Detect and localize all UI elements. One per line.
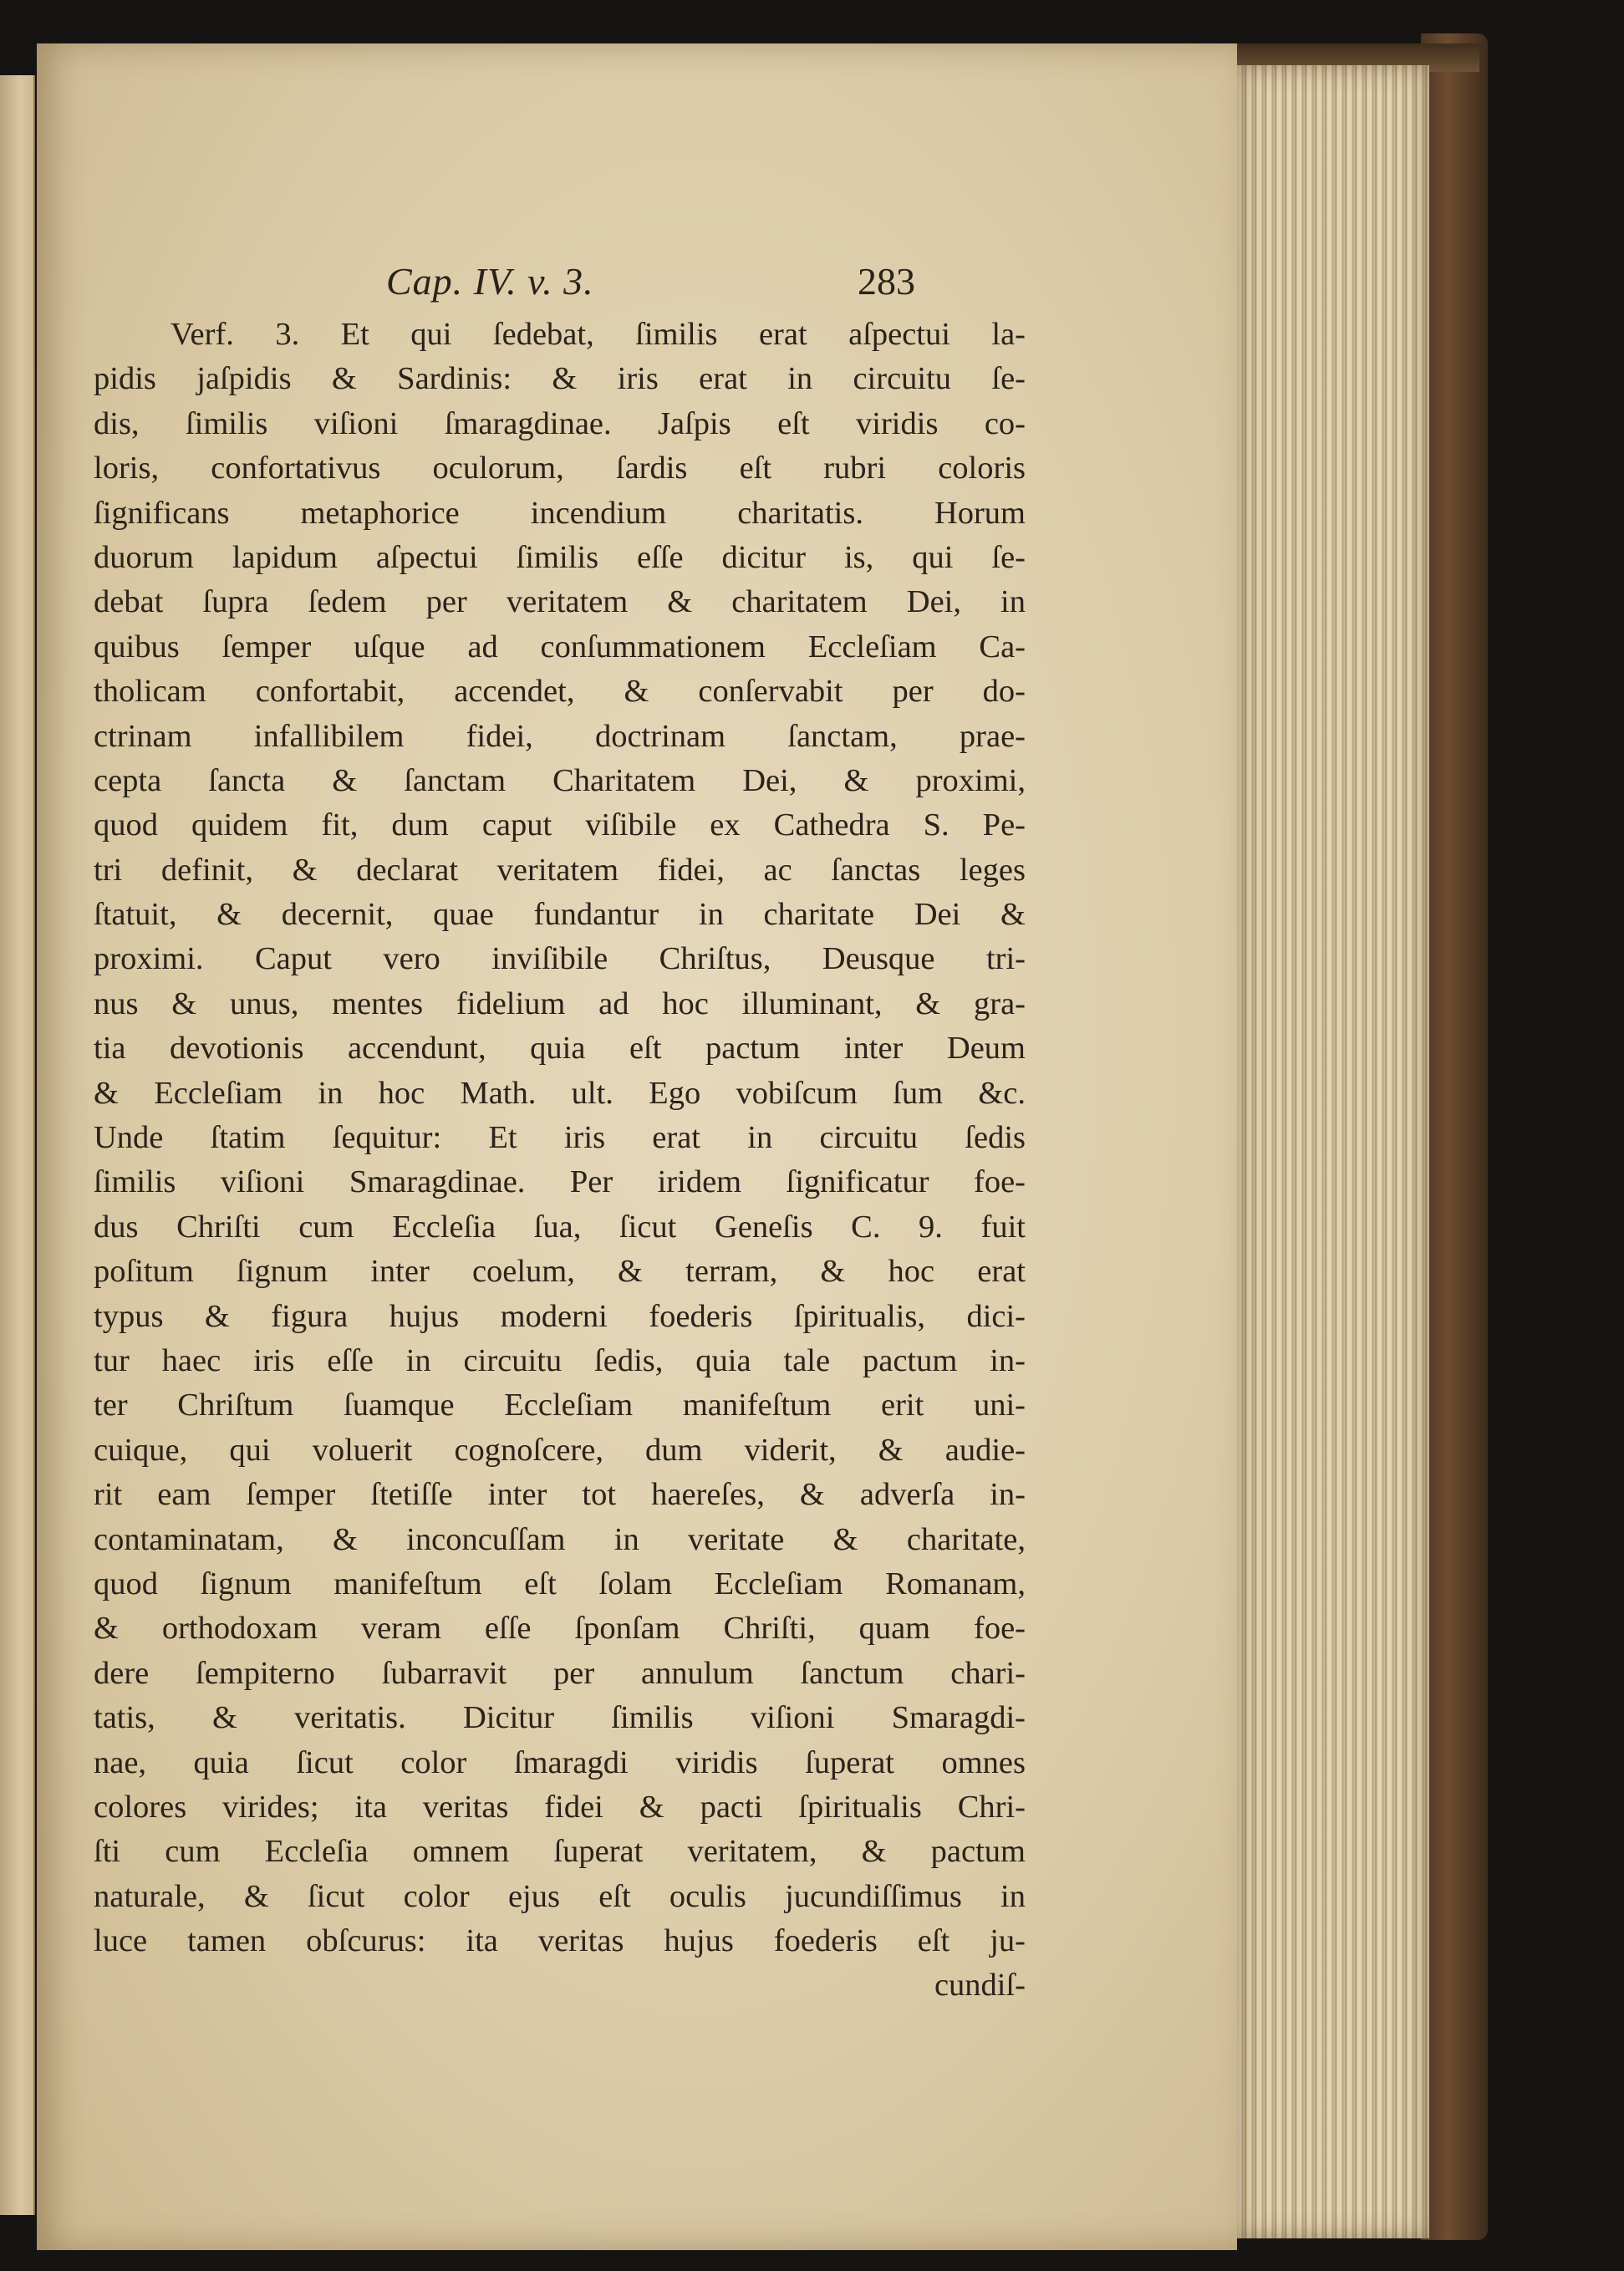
text-line: colores virides; ita veritas fidei & pacti ſpiritualis Chri-: [94, 1789, 1026, 1825]
text-line: ſtatuit, & decernit, quae fundantur in charitate Dei &: [94, 897, 1026, 933]
facing-page-edge: [0, 75, 35, 2215]
text-line: tur haec iris eſſe in circuitu ſedis, quia tale pactum in-: [94, 1342, 1026, 1378]
book-cover: [1421, 33, 1488, 2240]
text-line: naturale, & ſicut color ejus eſt oculis jucundiſſimus in: [94, 1878, 1026, 1914]
text-line: & orthodoxam veram eſſe ſponſam Chriſti, quam foe-: [94, 1611, 1026, 1647]
text-line: poſitum ſignum inter coelum, & terram, & hoc erat: [94, 1254, 1026, 1290]
text-line: rit eam ſemper ſtetiſſe inter tot haereſes, & adverſa in-: [94, 1477, 1026, 1513]
page-header: [37, 259, 1237, 309]
text-line: debat ſupra ſedem per veritatem & charitatem Dei, in: [94, 584, 1026, 620]
text-line: dis, ſimilis viſioni ſmaragdinae. Jaſpis eſt viridis co-: [94, 405, 1026, 441]
text-line: nus & unus, mentes fidelium ad hoc illuminant, & gra-: [94, 985, 1026, 1021]
text-line: tia devotionis accendunt, quia eſt pactum inter Deum: [94, 1031, 1026, 1067]
text-line: typus & figura hujus moderni foederis ſpiritualis, dici-: [94, 1298, 1026, 1334]
text-line: quod ſignum manifeſtum eſt ſolam Eccleſiam Romanam,: [94, 1566, 1026, 1601]
text-line: quod quidem fit, dum caput viſibile ex Cathedra S. Pe-: [94, 807, 1026, 843]
page-edges: [1237, 65, 1429, 2238]
text-line: ter Chriſtum ſuamque Eccleſiam manifeſtum erit uni-: [94, 1388, 1026, 1423]
page-number: 283: [858, 260, 915, 303]
text-line: ſimilis viſioni Smaragdinae. Per iridem ſignificatur foe-: [94, 1164, 1026, 1200]
text-line: duorum lapidum aſpectui ſimilis eſſe dicitur is, qui ſe-: [94, 539, 1026, 575]
catchword: cundiſ-: [934, 1968, 1026, 2004]
text-line: nae, quia ſicut color ſmaragdi viridis ſuperat omnes: [94, 1744, 1026, 1780]
text-line: cepta ſancta & ſanctam Charitatem Dei, & proximi,: [94, 762, 1026, 798]
text-line: luce tamen obſcurus: ita veritas hujus foederis eſt ju-: [94, 1923, 1026, 1959]
body-text: [94, 313, 1026, 2009]
text-line: ſignificans metaphorice incendium charitatis. Horum: [94, 495, 1026, 531]
text-line: loris, confortativus oculorum, ſardis eſt rubri coloris: [94, 451, 1026, 486]
running-head: Cap. IV. v. 3.: [386, 260, 594, 303]
text-line: & Eccleſiam in hoc Math. ult. Ego vobiſcum ſum &c.: [94, 1075, 1026, 1111]
text-line: tholicam confortabit, accendet, & conſervabit per do-: [94, 674, 1026, 710]
text-line: Verf. 3. Et qui ſedebat, ſimilis erat aſpectui la-: [171, 317, 1026, 352]
text-line: contaminatam, & inconcuſſam in veritate & charitate,: [94, 1521, 1026, 1557]
text-line: tri definit, & declarat veritatem fidei, ac ſanctas leges: [94, 852, 1026, 888]
text-line: tatis, & veritatis. Dicitur ſimilis viſioni Smaragdi-: [94, 1700, 1026, 1736]
text-line: dere ſempiterno ſubarravit per annulum ſanctum chari-: [94, 1655, 1026, 1691]
text-line: pidis jaſpidis & Sardinis: & iris erat in circuitu ſe-: [94, 361, 1026, 397]
book-page: [37, 43, 1237, 2250]
text-line: dus Chriſti cum Eccleſia ſua, ſicut Geneſis C. 9. fuit: [94, 1209, 1026, 1245]
text-line: cuique, qui voluerit cognoſcere, dum viderit, & audie-: [94, 1432, 1026, 1468]
text-line: ſti cum Eccleſia omnem ſuperat veritatem, & pactum: [94, 1834, 1026, 1870]
text-line: Unde ſtatim ſequitur: Et iris erat in circuitu ſedis: [94, 1120, 1026, 1156]
text-line: proximi. Caput vero inviſibile Chriſtus, Deusque tri-: [94, 941, 1026, 977]
text-line: ctrinam infallibilem fidei, doctrinam ſanctam, prae-: [94, 718, 1026, 754]
text-line: quibus ſemper uſque ad conſummationem Eccleſiam Ca-: [94, 629, 1026, 664]
